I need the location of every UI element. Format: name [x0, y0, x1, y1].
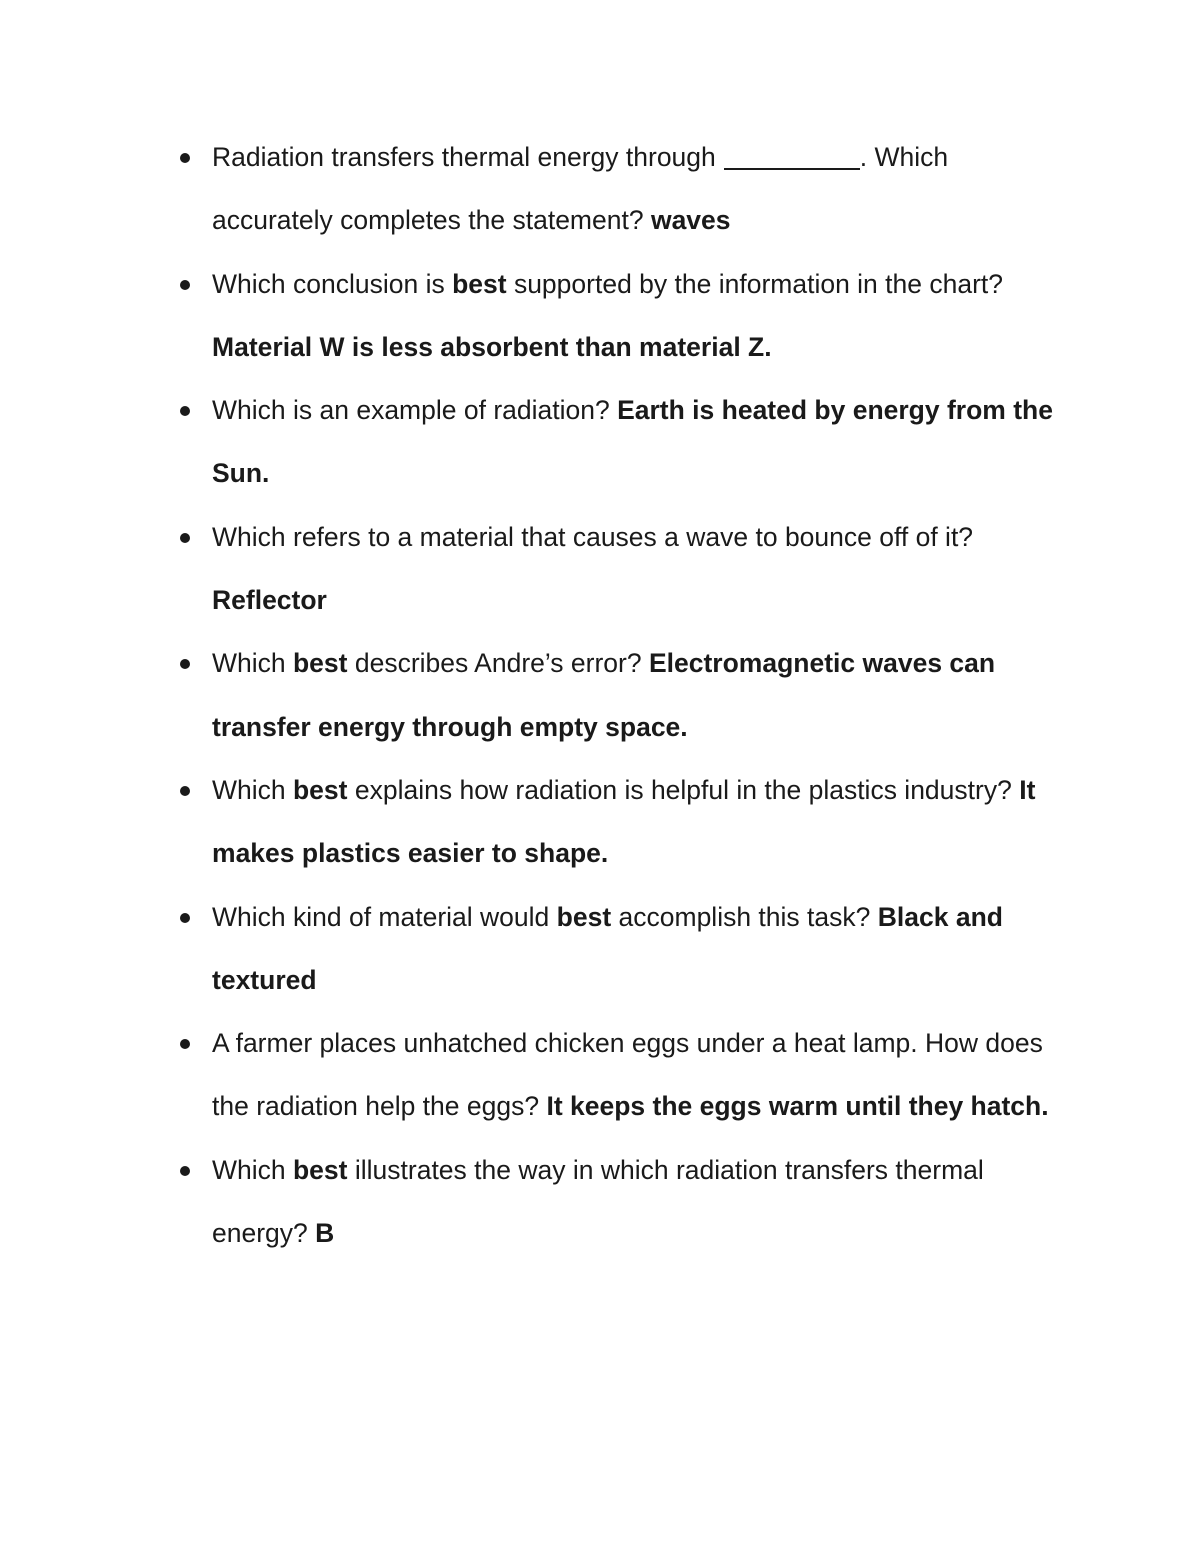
question-text: Radiation transfers thermal energy through	[212, 142, 716, 172]
question-text: describes Andre’s error?	[347, 648, 649, 679]
question-text: accomplish this task?	[611, 901, 878, 932]
bullet-icon	[180, 786, 190, 796]
answer-text: It keeps the eggs warm until they hatch.	[546, 1091, 1049, 1122]
emphasis-text: best	[293, 648, 348, 679]
question-text: Which refers to a material that causes a wave to bounce off of it?	[212, 521, 974, 552]
bullet-icon	[180, 280, 190, 290]
answer-text: B	[315, 1218, 335, 1249]
emphasis-text: best	[293, 774, 348, 805]
question-text: supported by the information in the chart?	[506, 268, 1004, 299]
bullet-icon	[180, 153, 190, 163]
bullet-icon	[180, 1039, 190, 1049]
question-text: explains how radiation is helpful in the plastics industry?	[347, 774, 1020, 805]
answer-text: Material W is less absorbent than material Z.	[212, 331, 772, 362]
question-text: illustrates the way in which radiation transfers thermal energy?	[212, 1154, 984, 1249]
bullet-icon	[180, 406, 190, 416]
question-text: Which	[212, 774, 293, 805]
list-item	[212, 1012, 1072, 1139]
question-text: Which kind of material would	[212, 901, 557, 932]
question-answer-list	[212, 126, 1072, 1265]
answer-text: Reflector	[212, 585, 327, 616]
answer-text: It makes plastics easier to shape.	[212, 774, 1036, 869]
emphasis-text: best	[452, 268, 507, 299]
answer-text: Electromagnetic waves can transfer energy through empty space.	[212, 648, 996, 742]
answer-text: waves	[650, 205, 731, 236]
bullet-icon	[180, 533, 190, 543]
bullet-icon	[180, 1166, 190, 1176]
emphasis-text: best	[293, 1154, 348, 1185]
question-text: A farmer places unhatched chicken eggs under a heat lamp. How does the radiation help the eggs?	[212, 1028, 1043, 1122]
answer-text: Black and textured	[212, 901, 1003, 995]
list-item	[212, 506, 1072, 633]
bullet-icon	[180, 913, 190, 923]
list-item	[212, 759, 1072, 886]
list-item	[212, 886, 1072, 1013]
question-text: Which is an example of radiation?	[212, 395, 618, 426]
list-item	[212, 253, 1072, 380]
answer-text: Earth is heated by energy from the Sun.	[212, 395, 1053, 489]
bullet-icon	[180, 659, 190, 669]
list-item	[212, 126, 1072, 253]
question-text: Which	[212, 1154, 293, 1185]
question-text: . Which accurately completes the statement?	[212, 142, 949, 236]
emphasis-text: best	[556, 901, 612, 932]
list-item	[212, 1139, 1072, 1266]
question-text: Which conclusion is	[212, 268, 453, 299]
list-item	[212, 632, 1072, 759]
list-item	[212, 379, 1072, 506]
fill-in-blank	[724, 142, 860, 171]
question-text: Which	[212, 648, 293, 679]
